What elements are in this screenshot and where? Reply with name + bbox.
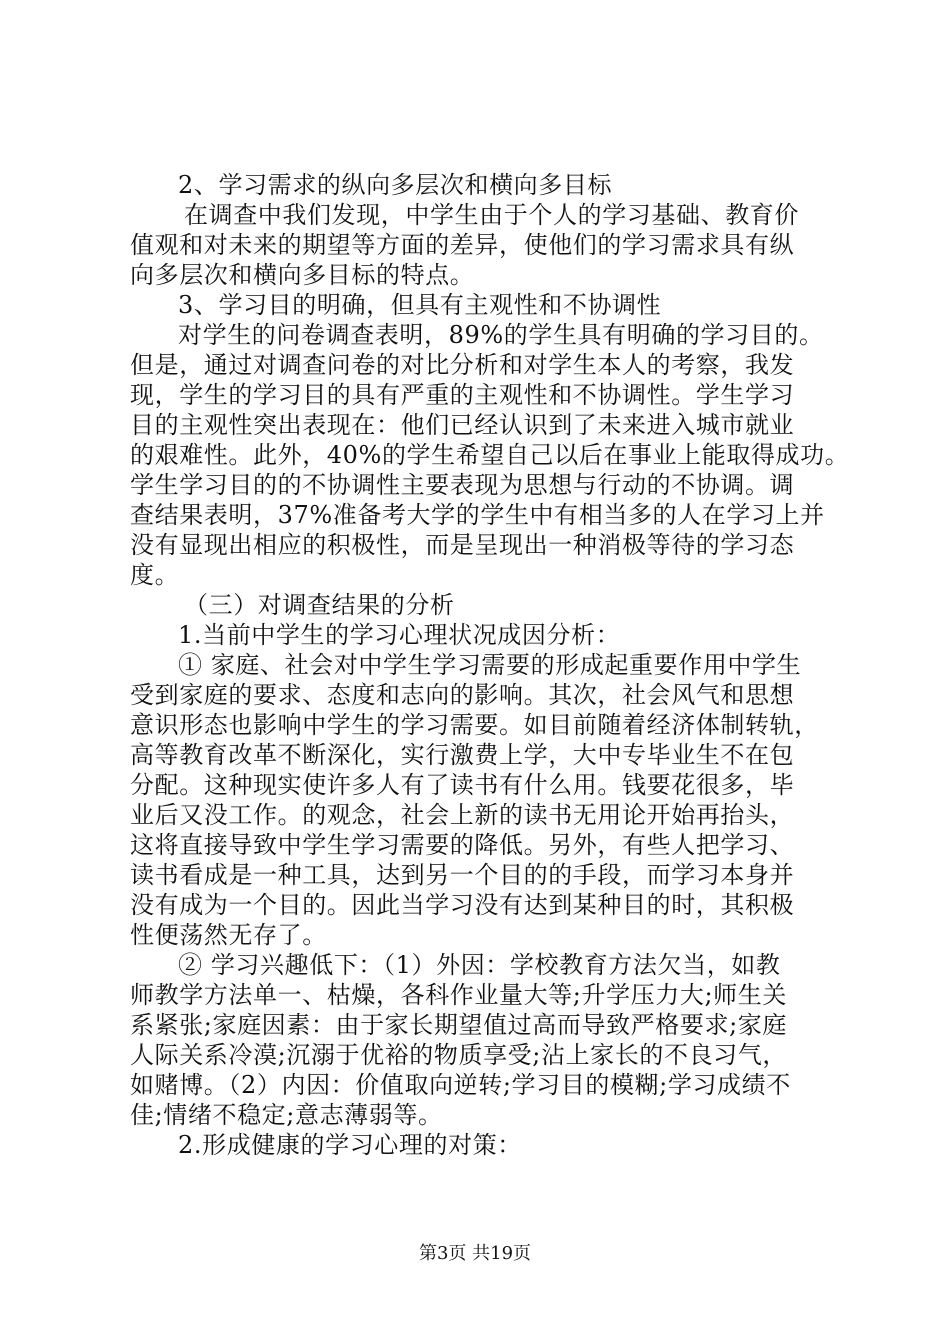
paragraph-line: 但是，通过对调查问卷的对比分析和对学生本人的考察，我发: [130, 351, 795, 379]
paragraph-line: 系紧张;家庭因素：由于家长期望值过高而导致严格要求;家庭: [130, 1011, 787, 1039]
paragraph-line: 性便荡然无存了。: [130, 921, 327, 949]
paragraph-line: 查结果表明，37%准备考大学的学生中有相当多的人在学习上并: [130, 501, 825, 529]
paragraph-line: 这将直接导致中学生学习需要的降低。另外，有些人把学习、: [130, 831, 795, 859]
paragraph-line: 分配。这种现实使许多人有了读书有什么用。钱要花很多，毕: [130, 771, 795, 799]
paragraph-line: 值观和对未来的期望等方面的差异，使他们的学习需求具有纵: [130, 231, 795, 259]
paragraph-line: 高等教育改革不断深化，实行激费上学，大中专毕业生不在包: [130, 741, 795, 769]
paragraph-line: 向多层次和横向多目标的特点。: [130, 261, 475, 289]
paragraph-line: 佳;情绪不稳定;意志薄弱等。: [130, 1101, 443, 1129]
paragraph-line: 人际关系冷漠;沉溺于优裕的物质享受;沾上家长的不良习气，: [130, 1041, 787, 1069]
section-heading: 2.形成健康的学习心理的对策：: [178, 1131, 522, 1159]
paragraph-line: 在调查中我们发现，中学生由于个人的学习基础、教育价: [184, 201, 799, 229]
paragraph-line: 没有显现出相应的积极性，而是呈现出一种消极等待的学习态: [130, 531, 795, 559]
paragraph-line: 学生学习目的的不协调性主要表现为思想与行动的不协调。调: [130, 471, 795, 499]
paragraph-line: 没有成为一个目的。因此当学习没有达到某种目的时，其积极: [130, 891, 795, 919]
paragraph-line: 意识形态也影响中学生的学习需要。如目前随着经济体制转轨，: [130, 711, 819, 739]
paragraph-line: 现，学生的学习目的具有严重的主观性和不协调性。学生学习: [130, 381, 795, 409]
section-heading: 2、学习需求的纵向多层次和横向多目标: [178, 171, 613, 199]
paragraph-line: 受到家庭的要求、态度和志向的影响。其次，社会风气和思想: [130, 681, 795, 709]
paragraph-line: ② 学习兴趣低下：（1）外因：学校教育方法欠当，如教: [178, 951, 781, 979]
paragraph-line: 度。: [130, 561, 180, 589]
paragraph-line: 读书看成是一种工具，达到另一个目的的手段，而学习本身并: [130, 861, 795, 889]
section-heading: 1.当前中学生的学习心理状况成因分析：: [178, 621, 621, 649]
section-heading: 3、学习目的明确，但具有主观性和不协调性: [178, 291, 662, 319]
paragraph-line: ① 家庭、社会对中学生学习需要的形成起重要作用中学生: [178, 651, 802, 679]
paragraph-line: 的艰难性。此外，40%的学生希望自己以后在事业上能取得成功。: [130, 441, 850, 469]
document-body: [130, 170, 850, 1160]
paragraph-line: 对学生的问卷调查表明，89%的学生具有明确的学习目的。: [178, 321, 824, 349]
paragraph-line: 目的主观性突出表现在：他们已经认识到了未来进入城市就业: [130, 411, 795, 439]
paragraph-line: 如赌博。（2）内因：价值取向逆转;学习目的模糊;学习成绩不: [130, 1071, 791, 1099]
paragraph-line: 师教学方法单一、枯燥，各科作业量大等;升学压力大;师生关: [130, 981, 787, 1009]
page-number-footer: 第3页 共19页: [418, 1243, 532, 1264]
paragraph-line: 业后又没工作。的观念，社会上新的读书无用论开始再抬头，: [130, 801, 795, 829]
section-heading: （三）对调查结果的分析: [184, 591, 455, 619]
